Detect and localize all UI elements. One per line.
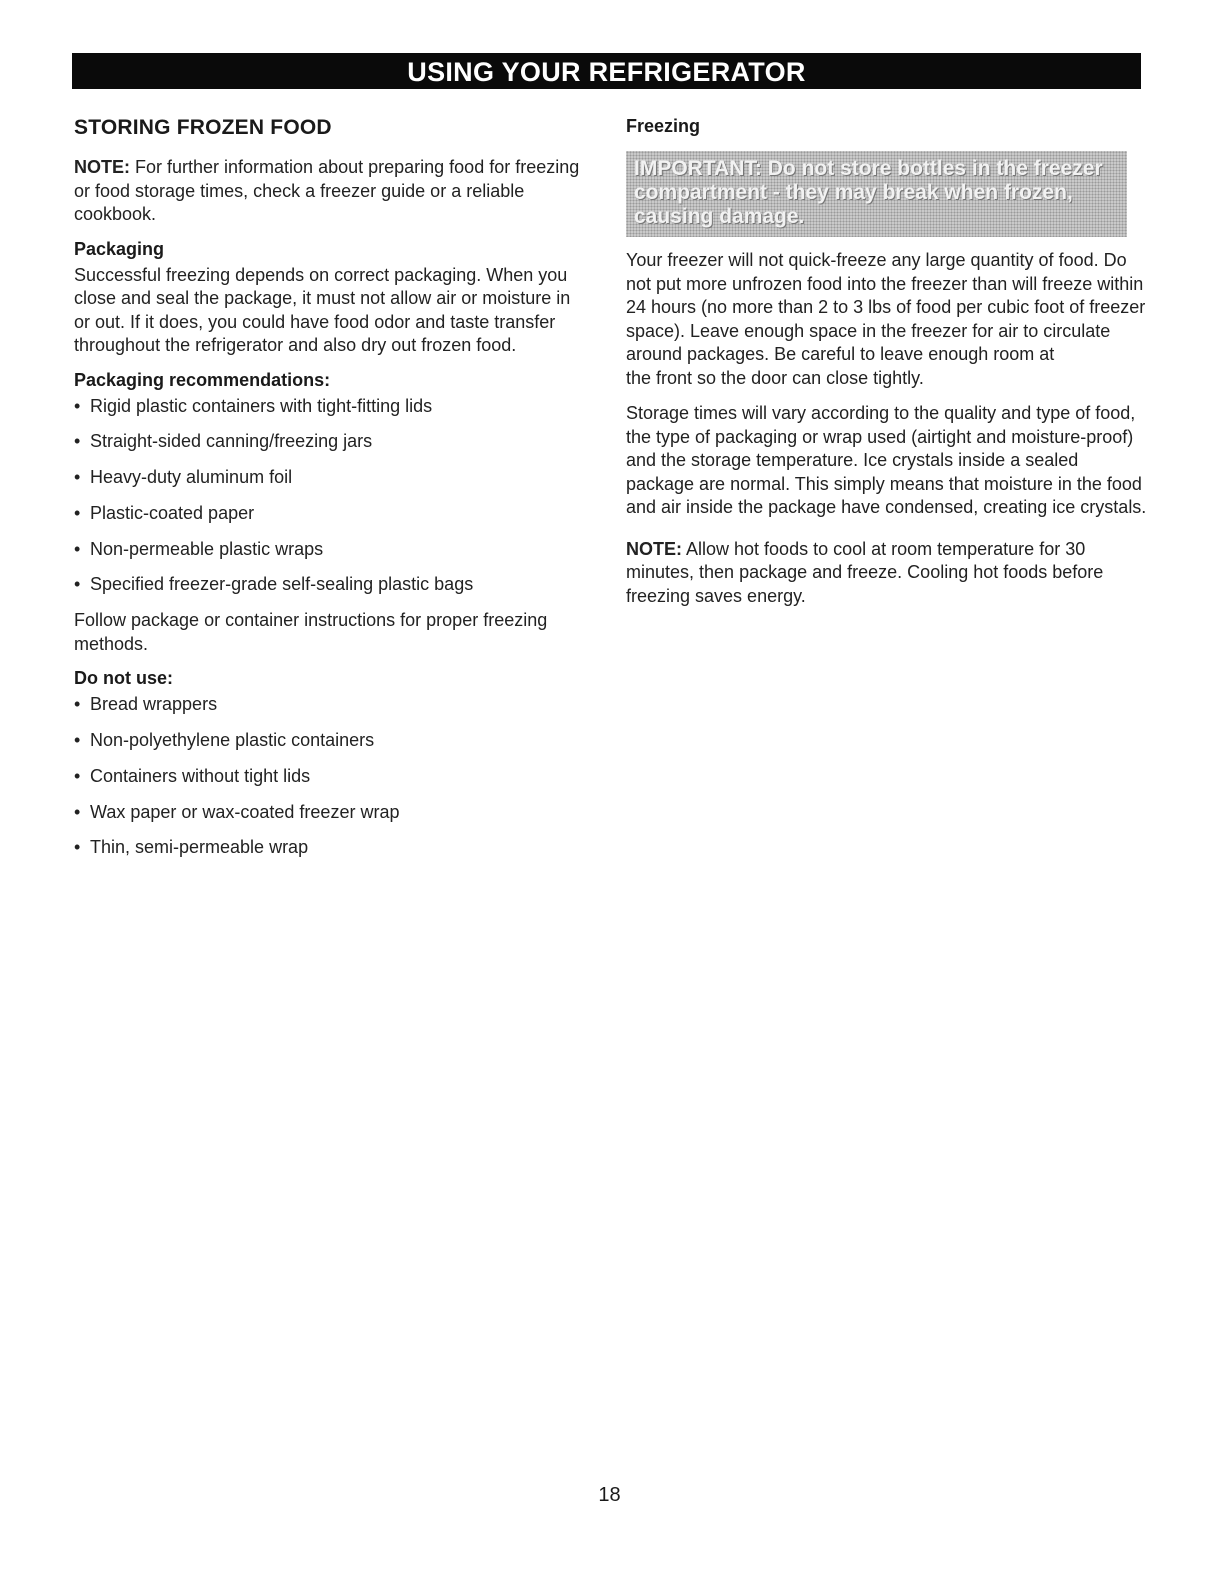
- list-item: [74, 466, 589, 490]
- list-item-text: Non-polyethylene plastic containers: [90, 730, 375, 751]
- bullet-icon: •: [74, 395, 81, 416]
- recommendations-list: [74, 395, 589, 597]
- list-item: [74, 801, 589, 825]
- recommendations-heading: Packaging recommendations:: [74, 369, 331, 390]
- packaging-paragraph: Successful freezing depends on correct packaging. When you close and seal the package, it must not allow air or moisture in or out. If it does, you could have food odor and taste transfer throughout the refrigerator and also dry out frozen food.: [74, 264, 571, 355]
- follow-instructions-paragraph: Follow package or container instructions for proper freezing methods.: [74, 610, 548, 654]
- note-label: NOTE:: [626, 538, 682, 559]
- freezing-heading: Freezing: [626, 116, 701, 136]
- note-paragraph: [74, 156, 589, 227]
- page-number: 18: [598, 1484, 621, 1506]
- list-item-text: Rigid plastic containers with tight-fitting lids: [90, 395, 433, 416]
- note-label: NOTE:: [74, 157, 130, 177]
- list-item-text: Non-permeable plastic wraps: [90, 538, 324, 559]
- packaging-heading: Packaging: [74, 238, 165, 259]
- right-column: [626, 116, 1151, 620]
- list-item-text: Containers without tight lids: [90, 765, 311, 786]
- list-item: [74, 693, 589, 717]
- bullet-icon: •: [74, 694, 81, 715]
- list-item-text: Thin, semi-permeable wrap: [90, 837, 309, 858]
- do-not-use-heading: Do not use:: [74, 668, 173, 689]
- list-item: [74, 502, 589, 526]
- bullet-icon: •: [74, 837, 81, 858]
- important-warning-box: IMPORTANT: Do not store bottles in the freezer compartment - they may break when frozen, causing damage.: [626, 151, 1127, 237]
- freezer-capacity-text: Your freezer will not quick-freeze any large quantity of food. Do not put more unfrozen food into the freezer than will freeze within 24 hours (no more than 2 to 3 lbs of food per cubic foot of freezer space). Leave enough space in the freezer for air to circulate around packages. Be careful to leave enough room at: [626, 250, 1146, 364]
- bullet-icon: •: [74, 502, 81, 523]
- bullet-icon: •: [74, 730, 81, 751]
- list-item-text: Wax paper or wax-coated freezer wrap: [90, 801, 400, 822]
- page-header: USING YOUR REFRIGERATOR: [72, 53, 1141, 89]
- list-item: [74, 395, 589, 419]
- list-item: [74, 765, 589, 789]
- list-item-text: Plastic-coated paper: [90, 502, 255, 523]
- left-column: [74, 116, 589, 872]
- list-item-text: Bread wrappers: [90, 694, 218, 715]
- list-item: [74, 729, 589, 753]
- list-item: [74, 836, 589, 860]
- storage-times-paragraph: Storage times will vary according to the quality and type of food, the type of packaging or wrap used (airtight and moisture-proof) and the storage temperature. Ice crystals inside a sealed package are normal. This simply means that moisture in the food and air inside the package have condensed, creating ice crystals.: [626, 403, 1147, 517]
- list-item: [74, 430, 589, 454]
- bullet-icon: •: [74, 801, 81, 822]
- list-item-text: Heavy-duty aluminum foil: [90, 467, 293, 488]
- do-not-use-list: [74, 693, 589, 860]
- bullet-icon: •: [74, 765, 81, 786]
- bullet-icon: •: [74, 538, 81, 559]
- note-hot-foods-paragraph: [626, 538, 1151, 609]
- list-item-text: Straight-sided canning/freezing jars: [90, 431, 373, 452]
- freezer-capacity-text-end: the front so the door can close tightly.: [626, 367, 924, 388]
- freezer-capacity-paragraph: [626, 249, 1151, 390]
- bullet-icon: •: [74, 467, 81, 488]
- note-text: For further information about preparing food for freezing or food storage times, check a freezer guide or a reliable cookbook.: [74, 157, 580, 224]
- bullet-icon: •: [74, 574, 81, 595]
- section-title: STORING FROZEN FOOD: [74, 116, 332, 139]
- note-text: Allow hot foods to cool at room temperature for 30 minutes, then package and freeze. Cooling hot foods before freezing saves energy.: [626, 538, 1104, 606]
- bullet-icon: •: [74, 431, 81, 452]
- list-item-text: Specified freezer-grade self-sealing plastic bags: [90, 574, 474, 595]
- list-item: [74, 573, 589, 597]
- list-item: [74, 538, 589, 562]
